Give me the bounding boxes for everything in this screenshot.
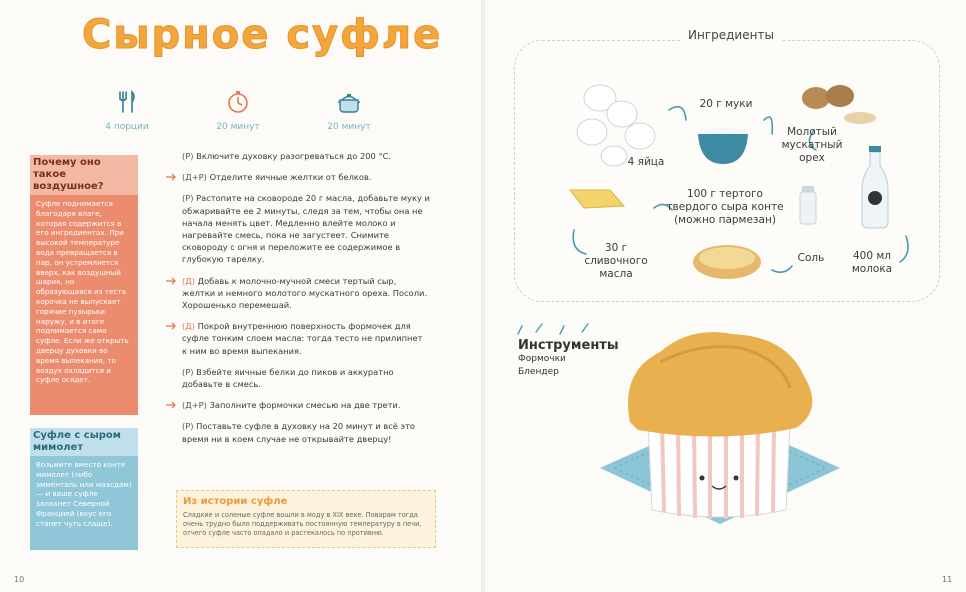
- salt-shaker-illustration: [800, 186, 816, 224]
- arrow-icon: [166, 276, 178, 286]
- step-8: [168, 420, 430, 444]
- step-actor: (Д): [182, 275, 195, 286]
- step-text: Добавь к молочно-мучной смеси тертый сыр, желтки и немного молотого мускатного ореха. Посоли. Хорошенько перемешай.: [182, 275, 428, 311]
- nutmeg-label: Молотый мускатный орех: [781, 126, 843, 164]
- step-text: Заполните формочки смесью на две трети.: [209, 400, 401, 411]
- step-4: [168, 275, 430, 312]
- souffle-illustration: [590, 318, 860, 542]
- history-heading: Из истории суфле: [183, 496, 288, 507]
- butter-label: 30 г сливочного масла: [584, 242, 648, 280]
- step-6: [168, 366, 430, 390]
- step-5: [168, 320, 430, 357]
- cutlery-icon: [92, 88, 162, 116]
- servings-label: 4 порции: [105, 122, 149, 132]
- step-text: Включите духовку разогреваться до 200 °С.: [196, 151, 392, 161]
- salt-label: Соль: [797, 252, 825, 264]
- pot-icon: [314, 88, 384, 116]
- butter-illustration: [570, 190, 624, 208]
- step-1: [168, 150, 430, 162]
- clock-icon: [203, 88, 273, 116]
- step-3: [168, 192, 430, 265]
- bake-time-label: 20 минут: [327, 122, 371, 132]
- arrow-icon: [166, 400, 178, 410]
- cheese-bowl-illustration: [693, 245, 761, 279]
- step-text: Поставьте суфле в духовку на 20 минут и всё это время ни в коем случае не открывайте дверцу!: [182, 421, 415, 444]
- prep-time-label: 20 минут: [216, 122, 260, 132]
- souffle-top-illustration: [628, 332, 812, 436]
- tool-item: Формочки: [518, 354, 566, 364]
- tools-decoration: [512, 320, 602, 340]
- eggs-illustration: [577, 85, 655, 166]
- step-actor: (Р): [182, 193, 194, 204]
- step-text: Покрой внутреннюю поверхность формочек для суфле тонким слоем масла: тогда тесто не прилипнет к ним во время выпекания.: [182, 321, 423, 356]
- arrow-icon: [166, 321, 178, 331]
- ingredients-title: Ингредиенты: [680, 28, 782, 42]
- step-actor: (Р): [182, 151, 194, 161]
- step-actor: (Д+Р): [182, 172, 207, 183]
- page-number-right: 11: [942, 575, 953, 584]
- step-2: [168, 171, 430, 183]
- step-7: [168, 399, 430, 411]
- cheese-variant-text: Возьмите вместо конте мимолет (либо эмменталь или маасдам) — и ваше суфле запахнет Северной Францией (вкус его станет чуть слаще).: [36, 460, 132, 528]
- step-actor: (Р): [182, 366, 194, 377]
- servings-info: [92, 88, 162, 132]
- recipe-title: Сырное суфле: [82, 12, 443, 58]
- bake-time-info: [314, 88, 384, 132]
- why-airy-heading: Почему оно такое воздушное?: [30, 155, 138, 195]
- tools-heading: Инструменты: [518, 338, 619, 353]
- milk-bottle-illustration: [862, 146, 888, 228]
- why-airy-box: [30, 155, 138, 415]
- step-text: Взбейте яичные белки до пиков и аккуратно добавьте в смесь.: [182, 366, 394, 390]
- step-text: Отделите яичные желтки от белков.: [209, 172, 372, 183]
- tool-item: Блендер: [518, 367, 559, 377]
- step-actor: (Д+Р): [182, 400, 207, 411]
- arrow-icon: [166, 172, 178, 182]
- cheese-variant-box: [30, 428, 138, 550]
- history-text: Сладкие и соленые суфле вошли в моду в XIX веке. Поварам тогда очень трудно было поддерживать постоянную температуру в печи, отчего суфле часто опадало и растекалось по противню.: [183, 511, 422, 537]
- page-number-left: 10: [14, 575, 25, 584]
- eggs-label: 4 яйца: [627, 156, 665, 168]
- flour-bowl-illustration: [698, 128, 748, 164]
- cheese-variant-heading: Суфле с сыром мимолет: [30, 428, 138, 456]
- step-actor: (Р): [182, 421, 194, 432]
- prep-time-info: [203, 88, 273, 132]
- flour-label: 20 г муки: [699, 98, 753, 110]
- step-actor: (Д): [182, 321, 195, 332]
- book-spine: [481, 0, 485, 592]
- milk-label: 400 мл молока: [851, 250, 893, 275]
- why-airy-text: Суфле поднимается благодаря влаге, которая содержится в его ингредиентах. При высокой температуре вода превращается в пар, он устремляется вверх, как воздушный шарик, но образующаяся из теста корочка не выпускает горячие пузырьки наружу, и в итоге поднимается само суфле. Если же открыть дверцу духовки во время выпекания, то воздух охладится и суфле осядет.: [36, 199, 129, 385]
- cheese-label: 100 г тертого твердого сыра конте (можно пармезан): [666, 188, 784, 226]
- recipe-steps: [168, 150, 430, 454]
- nutmeg-illustration: [802, 85, 876, 124]
- step-text: Растопите на сковороде 20 г масла, добавьте муку и обжаривайте ее 2 минуты, следя за тем, чтобы она не начала менять цвет. Медленно влейте молоко и нагревайте смесь, пока не загустеет. Снимите сковороду с огня и переложите ее содержимое в глубокую тарелку.: [182, 193, 430, 265]
- history-box: [176, 490, 436, 548]
